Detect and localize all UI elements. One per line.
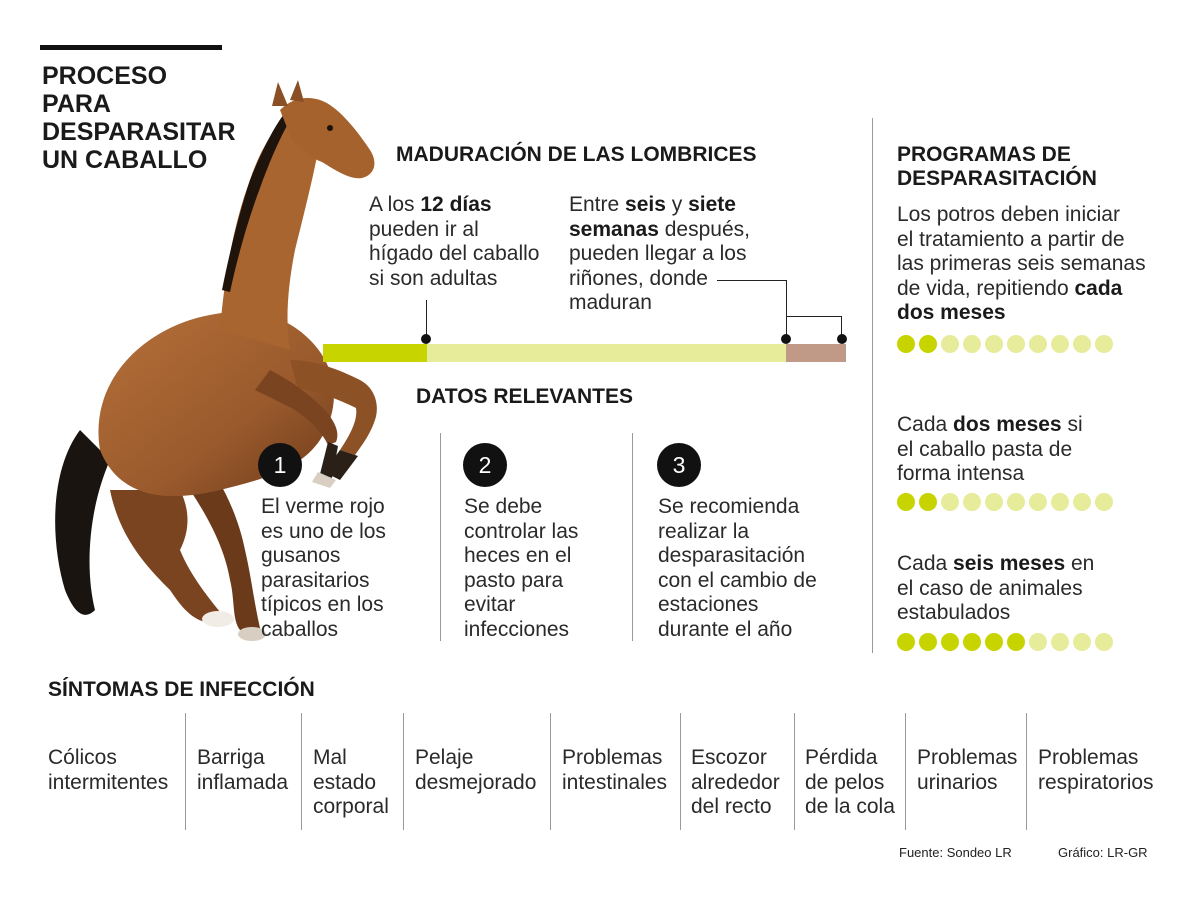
timeline-marker-line	[786, 280, 787, 336]
fact-line: Se recomienda	[658, 495, 800, 518]
symptom-escozor	[691, 746, 780, 820]
dot-empty	[963, 493, 981, 511]
symptom-perdida-pelos	[805, 746, 895, 820]
program-bold: dos meses	[897, 301, 1006, 324]
frequency-dots	[897, 493, 1113, 511]
program-line: Cada	[897, 552, 954, 575]
program-line: si	[1061, 413, 1083, 436]
dot-filled	[1007, 633, 1025, 651]
symptom-mal-estado	[313, 746, 389, 820]
note-bold: siete	[688, 193, 736, 216]
symptom-line: alrededor	[691, 770, 780, 794]
program-line: de vida, repitiendo	[897, 276, 1075, 300]
programs-heading-line: DESPARASITACIÓN	[897, 167, 1097, 190]
dot-filled	[919, 335, 937, 353]
symptom-line: del recto	[691, 795, 772, 818]
fact-line: pasto para	[464, 568, 564, 592]
symptom-divider	[550, 713, 551, 830]
fact-line: heces en el	[464, 544, 572, 567]
title-rule	[40, 45, 222, 50]
fact-line: infecciones	[464, 617, 570, 641]
symptom-line: respiratorios	[1038, 770, 1154, 794]
fact-line: Se debe	[464, 495, 543, 518]
symptom-divider	[185, 713, 186, 830]
dot-empty	[1073, 633, 1091, 651]
note-text: riñones, donde	[569, 266, 708, 290]
column-divider	[632, 433, 633, 641]
symptom-line: corporal	[313, 795, 389, 818]
maturation-note-12-days	[369, 193, 569, 291]
symptom-line: Cólicos	[48, 746, 117, 769]
dot-filled	[985, 633, 1003, 651]
program-line: el tratamiento a partir de	[897, 227, 1125, 251]
frequency-dots	[897, 633, 1113, 651]
graphic-credit: Gráfico: LR-GR	[1058, 845, 1148, 860]
dot-empty	[1029, 493, 1047, 511]
note-text: pueden llegar a los	[569, 242, 747, 265]
dot-filled	[919, 633, 937, 651]
symptom-line: inflamada	[197, 770, 289, 794]
fact-line: es uno de los	[261, 519, 386, 543]
symptom-divider	[680, 713, 681, 830]
program-pasture	[897, 413, 1187, 487]
dot-empty	[1007, 335, 1025, 353]
fact-line: durante el año	[658, 617, 793, 641]
relevant-heading: DATOS RELEVANTES	[416, 385, 634, 408]
fact-line: El verme rojo	[261, 495, 385, 518]
symptom-intestinales	[562, 746, 667, 795]
note-text: si son adultas	[369, 266, 498, 290]
symptom-line: Pérdida	[805, 746, 878, 769]
dot-filled	[919, 493, 937, 511]
timeline-marker-line	[841, 316, 842, 336]
main-title-line: UN CABALLO	[42, 146, 208, 174]
symptom-divider	[794, 713, 795, 830]
dot-empty	[1051, 335, 1069, 353]
symptom-line: Problemas	[1038, 746, 1139, 769]
timeline-marker-dot	[837, 334, 847, 344]
column-divider	[440, 433, 441, 641]
program-stabled	[897, 552, 1187, 626]
symptom-divider	[403, 713, 404, 830]
timeline-segment-brown	[786, 344, 846, 362]
program-line: Los potros deben iniciar	[897, 203, 1120, 226]
symptom-urinarios	[917, 746, 1017, 795]
relevant-fact-3	[658, 495, 848, 642]
symptom-line: Mal	[313, 746, 347, 769]
dot-empty	[1051, 493, 1069, 511]
note-text: A los	[369, 193, 421, 216]
fact-line: parasitarios	[261, 568, 370, 592]
dot-empty	[1095, 335, 1113, 353]
timeline-bracket-line	[786, 316, 842, 317]
dot-filled	[963, 633, 981, 651]
program-line: el caballo pasta de	[897, 437, 1073, 461]
fact-line: desparasitación	[658, 544, 806, 567]
dot-empty	[1095, 493, 1113, 511]
symptom-line: intestinales	[562, 770, 668, 794]
fact-line: estaciones	[658, 593, 759, 616]
relevant-fact-1	[261, 495, 436, 642]
symptom-respiratorios	[1038, 746, 1154, 795]
dot-empty	[941, 335, 959, 353]
relevant-fact-2	[464, 495, 629, 642]
symptom-line: Barriga	[197, 746, 265, 769]
maturation-heading: MADURACIÓN DE LAS LOMBRICES	[396, 143, 757, 166]
dot-filled	[941, 633, 959, 651]
dot-filled	[897, 335, 915, 353]
program-bold: cada	[1074, 276, 1123, 300]
program-line: estabulados	[897, 601, 1011, 624]
fact-line: típicos en los	[261, 593, 384, 616]
symptom-line: estado	[313, 770, 377, 794]
symptom-line: Pelaje	[415, 746, 474, 769]
dot-empty	[1029, 335, 1047, 353]
dot-empty	[985, 493, 1003, 511]
programs-heading	[897, 143, 1097, 191]
symptom-colicos	[48, 746, 168, 795]
timeline-marker-dot	[421, 334, 431, 344]
program-line: Cada	[897, 413, 954, 436]
symptom-line: Escozor	[691, 746, 767, 769]
note-bold: seis	[625, 193, 666, 216]
fact-line: gusanos	[261, 544, 341, 567]
program-line: forma intensa	[897, 462, 1025, 485]
main-title-line: PROCESO PARA	[42, 62, 168, 118]
fact-line: caballos	[261, 617, 339, 641]
symptoms-heading: SÍNTOMAS DE INFECCIÓN	[48, 678, 315, 701]
timeline-leader-line	[717, 280, 787, 281]
program-potros	[897, 203, 1187, 326]
maturation-note-weeks	[569, 193, 789, 316]
frequency-dots	[897, 335, 1113, 353]
dot-empty	[1029, 633, 1047, 651]
note-bold: 12 días	[420, 193, 492, 216]
fact-line: realizar la	[658, 519, 750, 543]
symptom-divider	[1026, 713, 1027, 830]
symptom-pelaje	[415, 746, 536, 795]
symptom-line: Problemas	[917, 746, 1018, 769]
dot-filled	[897, 633, 915, 651]
dot-empty	[941, 493, 959, 511]
program-line: el caso de animales	[897, 576, 1083, 600]
dot-empty	[1051, 633, 1069, 651]
symptom-line: urinarios	[917, 770, 998, 794]
dot-empty	[1073, 335, 1091, 353]
symptom-line: de la cola	[805, 795, 895, 818]
number-badge-1: 1	[258, 443, 302, 487]
note-text: hígado del caballo	[369, 242, 540, 265]
note-bold: semanas	[569, 217, 659, 241]
timeline-segment-light	[427, 344, 786, 362]
timeline-marker-dot	[781, 334, 791, 344]
program-bold: dos meses	[953, 413, 1062, 436]
dot-empty	[1073, 493, 1091, 511]
note-text: Entre	[569, 193, 626, 216]
programs-divider	[872, 118, 873, 653]
main-title-line: DESPARASITAR	[42, 118, 236, 146]
dot-empty	[963, 335, 981, 353]
number-badge-3: 3	[657, 443, 701, 487]
fact-line: con el cambio de	[658, 568, 817, 592]
symptom-barriga	[197, 746, 288, 795]
fact-line: controlar las	[464, 519, 579, 543]
timeline-segment-green	[323, 344, 427, 362]
symptom-divider	[301, 713, 302, 830]
note-text: después,	[658, 217, 750, 241]
symptom-line: intermitentes	[48, 770, 169, 794]
dot-filled	[897, 493, 915, 511]
symptom-line: desmejorado	[415, 770, 537, 794]
programs-heading-line: PROGRAMAS DE	[897, 143, 1071, 166]
dot-empty	[985, 335, 1003, 353]
dot-empty	[1007, 493, 1025, 511]
fact-line: evitar	[464, 593, 516, 616]
symptom-line: Problemas	[562, 746, 663, 769]
number-badge-2: 2	[463, 443, 507, 487]
note-text: maduran	[569, 291, 652, 314]
symptom-line: de pelos	[805, 770, 885, 794]
dot-empty	[1095, 633, 1113, 651]
program-line: las primeras seis semanas	[897, 252, 1146, 275]
note-text: pueden ir al	[369, 217, 479, 241]
program-bold: seis meses	[953, 552, 1066, 575]
program-line: en	[1065, 552, 1095, 575]
source-credit: Fuente: Sondeo LR	[899, 845, 1012, 860]
note-text: y	[665, 193, 689, 216]
symptom-divider	[905, 713, 906, 830]
